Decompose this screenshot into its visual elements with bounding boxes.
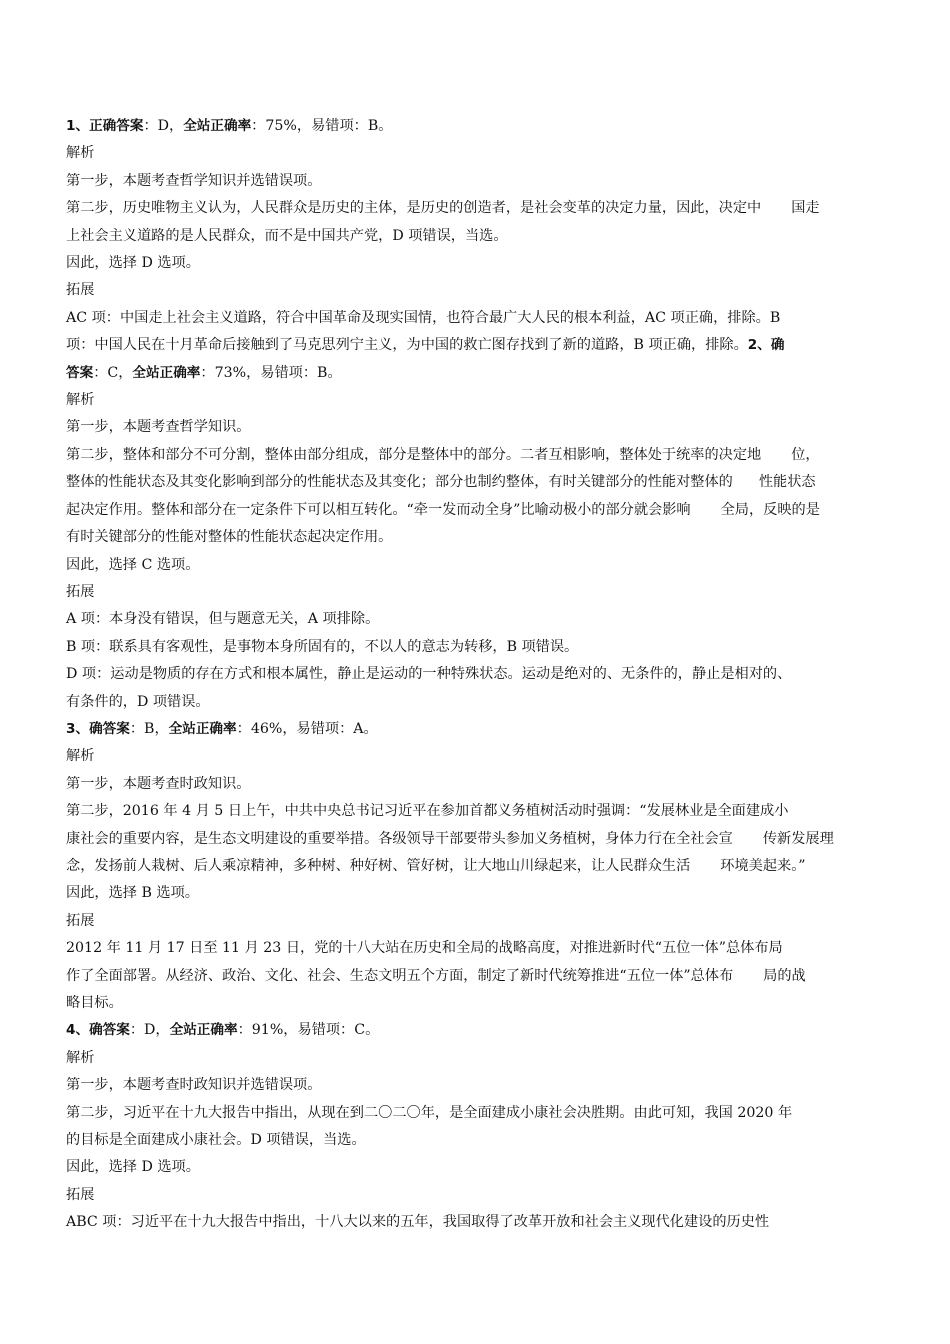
q2-step2-line4: 有时关键部分的性能对整体的性能状态起决定作用。 bbox=[66, 529, 393, 546]
q2-step1: 第一步，本题考查哲学知识。 bbox=[66, 419, 251, 436]
q2-extend-d-line1: D 项：运动是物质的存在方式和根本属性，静止是运动的一种特殊状态。运动是绝对的、无条件的，静止是相对的、 bbox=[66, 666, 792, 683]
q3-number: 3、 bbox=[66, 720, 90, 737]
q1-extend-text: 项：中国人民在十月革命后接触到了马克思列宁主义，为中国的救亡图存找到了新的道路，B 项正确，排除。 bbox=[66, 337, 748, 354]
q2-step2-text-a: 第二步，整体和部分不可分割，整体由部分组成，部分是整体中的部分。二者互相影响，整体处于统率的决定地 bbox=[66, 446, 762, 463]
q1-step1: 第一步，本题考查哲学知识并选错误项。 bbox=[66, 172, 322, 189]
q3-step2-line1: 第二步，2016 年 4 月 5 日上午，中共中央总书记习近平在参加首都义务植树活动时强调：“发展林业是全面建成小 bbox=[66, 803, 789, 820]
q3-rate: ：46%，易错项：A。 bbox=[236, 720, 378, 737]
q3-extend-text-b: 局的战 bbox=[763, 967, 806, 984]
q2-step2-line2 bbox=[66, 469, 884, 496]
q3-step2-text-e: 环境美起来。” bbox=[720, 857, 806, 874]
q3-step2-text-d: 念，发扬前人栽树、后人乘凉精神，多种树、种好树、管好树，让大地山川绿起来，让人民群众生活 bbox=[66, 857, 691, 874]
q3-extend-line3: 略目标。 bbox=[66, 995, 123, 1011]
q4-header bbox=[66, 1017, 884, 1044]
q1-answer: ：D， bbox=[143, 118, 184, 134]
q2-step2-text-e: 起决定作用。整体和部分在一定条件下可以相互转化。“牵一发而动全身”比喻动极小的部分就会影响 bbox=[66, 501, 691, 518]
q2-step2-text-c: 整体的性能状态及其变化影响到部分的性能状态及其变化；部分也制约整体，有时关键部分的性能对整体的 bbox=[66, 474, 733, 491]
q2-conclusion: 因此，选择 C 选项。 bbox=[66, 556, 200, 573]
q2-header bbox=[66, 360, 884, 387]
q4-extend-line1: ABC 项：习近平在十九大报告中指出，十八大以来的五年，我国取得了改革开放和社会主义现代化建设的历史性 bbox=[66, 1214, 770, 1231]
document-body bbox=[66, 113, 884, 1237]
q4-conclusion: 因此，选择 D 选项。 bbox=[66, 1159, 200, 1176]
q3-extend-line2 bbox=[66, 963, 884, 990]
q3-extend-heading: 拓展 bbox=[66, 912, 95, 929]
q2-number: 2、 bbox=[747, 337, 771, 354]
q1-conclusion: 因此，选择 D 选项。 bbox=[66, 255, 200, 272]
q1-step2-line2: 上社会主义道路的是人民群众，而不是中国共产党，D 项错误，当选。 bbox=[66, 227, 508, 244]
q2-extend-heading: 拓展 bbox=[66, 583, 95, 600]
q2-extend-d-line2: 有条件的，D 项错误。 bbox=[66, 693, 210, 710]
q1-step2-text-b: 国走 bbox=[791, 200, 820, 217]
q2-step2-text-f: 全局，反映的是 bbox=[720, 501, 820, 518]
q3-analysis-heading: 解析 bbox=[66, 748, 95, 765]
q3-step2-line2 bbox=[66, 826, 884, 853]
q4-step1: 第一步，本题考查时政知识并选错误项。 bbox=[66, 1077, 322, 1094]
q3-conclusion: 因此，选择 B 选项。 bbox=[66, 885, 199, 902]
q1-step2-line1 bbox=[66, 195, 884, 222]
q3-step2-text-b: 康社会的重要内容，是生态文明建设的重要举措。各级领导干部要带头参加义务植树，身体力行在全社会宣 bbox=[66, 830, 733, 847]
q4-step2-line1: 第二步，习近平在十九大报告中指出，从现在到二〇二〇年，是全面建成小康社会决胜期。由此可知，我国 2020 年 bbox=[66, 1104, 793, 1121]
q2-step2-text-d: 性能状态 bbox=[758, 474, 816, 491]
q2-step2-line3 bbox=[66, 497, 884, 524]
q1-analysis-heading: 解析 bbox=[66, 145, 95, 162]
q2-answer-label-b: 答案 bbox=[66, 364, 94, 381]
q2-step2-line1 bbox=[66, 442, 884, 469]
q2-rate-label: 全站正确率 bbox=[132, 364, 201, 381]
q3-answer-label: 确答案 bbox=[89, 720, 130, 737]
q2-answer: ：C， bbox=[93, 364, 133, 381]
q2-rate: ：73%，易错项：B。 bbox=[200, 364, 342, 381]
q2-analysis-heading: 解析 bbox=[66, 392, 95, 409]
q2-extend-a: A 项：本身没有错误，但与题意无关，A 项排除。 bbox=[66, 611, 380, 628]
q3-rate-label: 全站正确率 bbox=[168, 720, 237, 737]
q3-answer: ：B， bbox=[129, 720, 169, 737]
q1-extend-line1: AC 项：中国走上社会主义道路，符合中国革命及现实国情，也符合最广大人民的根本利益，AC 项正确，排除。B bbox=[66, 309, 781, 326]
q1-answer-label: 正确答案 bbox=[89, 118, 144, 134]
q3-step1: 第一步，本题考查时政知识。 bbox=[66, 775, 251, 792]
q3-step2-line3 bbox=[66, 853, 884, 880]
q4-answer-label: 确答案 bbox=[89, 1022, 130, 1039]
q4-analysis-heading: 解析 bbox=[66, 1049, 95, 1066]
q1-step2-text-a: 第二步，历史唯物主义认为，人民群众是历史的主体，是历史的创造者，是社会变革的决定力量，因此，决定中 bbox=[66, 200, 762, 217]
q1-extend-heading: 拓展 bbox=[66, 282, 95, 299]
q4-extend-heading: 拓展 bbox=[66, 1186, 95, 1203]
q2-extend-b: B 项：联系具有客观性，是事物本身所固有的，不以人的意志为转移，B 项错误。 bbox=[66, 638, 579, 655]
q3-step2-text-c: 传新发展理 bbox=[762, 830, 834, 847]
q1-rate-label: 全站正确率 bbox=[183, 118, 252, 134]
q2-step2-text-b: 位， bbox=[791, 446, 820, 463]
q2-answer-label-a: 确 bbox=[770, 337, 785, 354]
q3-extend-line1: 2012 年 11 月 17 日至 11 月 23 日，党的十八大站在历史和全局的战略高度，对推进新时代“五位一体”总体布局 bbox=[66, 940, 783, 957]
q4-number: 4、 bbox=[66, 1022, 90, 1039]
q1-number: 1、 bbox=[66, 118, 90, 134]
q3-header bbox=[66, 716, 884, 743]
q4-rate: ：91%，易错项：C。 bbox=[237, 1022, 380, 1039]
q4-answer: ：D， bbox=[129, 1022, 170, 1039]
q1-header bbox=[66, 113, 884, 140]
q4-rate-label: 全站正确率 bbox=[169, 1022, 238, 1039]
q1-rate: ：75%，易错项：B。 bbox=[251, 118, 393, 134]
q4-step2-line2: 的目标是全面建成小康社会。D 项错误，当选。 bbox=[66, 1132, 366, 1149]
q3-extend-text-a: 作了全面部署。从经济、政治、文化、社会、生态文明五个方面，制定了新时代统筹推进“五位一体”总体布 bbox=[66, 967, 734, 984]
q1-extend-line2 bbox=[66, 332, 884, 359]
